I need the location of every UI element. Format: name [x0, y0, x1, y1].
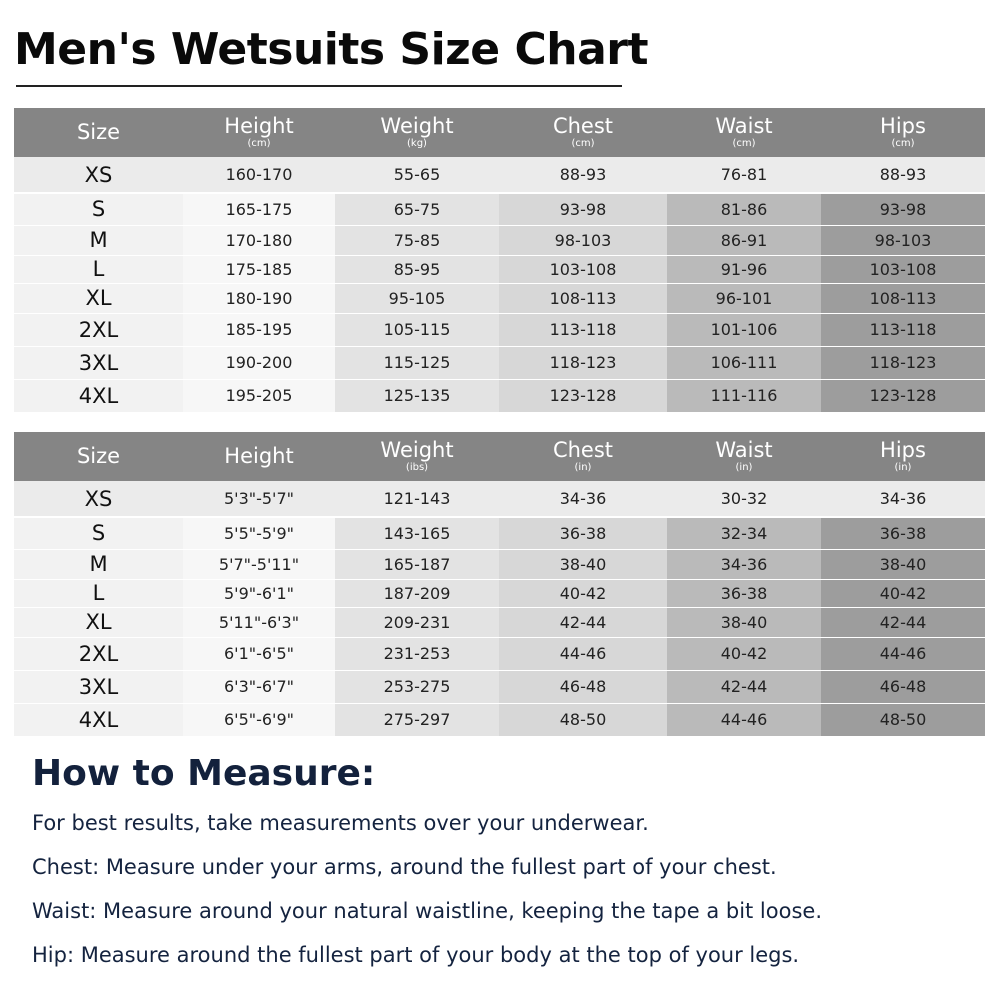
header-unit: (in) [735, 462, 753, 473]
height-cell: 160-170 [183, 157, 335, 193]
height-cell: 170-180 [183, 225, 335, 255]
table-row [14, 313, 985, 346]
weight-cell: 115-125 [335, 346, 499, 379]
chest-cell: 36-38 [499, 517, 667, 549]
header-label: Waist [715, 114, 773, 138]
waist-cell: 81-86 [667, 193, 821, 225]
height-cell: 5'5"-5'9" [183, 517, 335, 549]
instruction-general: For best results, take measurements over your underwear. [32, 811, 649, 835]
hips-cell: 40-42 [821, 579, 985, 607]
hips-cell: 36-38 [821, 517, 985, 549]
waist-cell: 111-116 [667, 379, 821, 412]
weight-cell: 231-253 [335, 637, 499, 670]
instruction-chest: Chest: Measure under your arms, around the fullest part of your chest. [32, 855, 777, 879]
table-row [14, 283, 985, 313]
title-underline [16, 85, 622, 87]
size-cell: 3XL [14, 346, 183, 379]
height-cell: 6'1"-6'5" [183, 637, 335, 670]
table-row [14, 517, 985, 549]
waist-cell: 40-42 [667, 637, 821, 670]
weight-cell: 125-135 [335, 379, 499, 412]
header-chest [499, 108, 667, 157]
size-cell: M [14, 225, 183, 255]
size-cell: 4XL [14, 379, 183, 412]
header-unit: (cm) [732, 138, 756, 149]
header-label: Chest [552, 114, 614, 138]
height-cell: 180-190 [183, 283, 335, 313]
height-cell: 6'3"-6'7" [183, 670, 335, 703]
header-unit: (cm) [891, 138, 915, 149]
weight-cell: 275-297 [335, 703, 499, 736]
header-waist [667, 432, 821, 481]
hips-cell: 88-93 [821, 157, 985, 193]
weight-cell: 165-187 [335, 549, 499, 579]
chest-cell: 108-113 [499, 283, 667, 313]
chest-cell: 113-118 [499, 313, 667, 346]
chest-cell: 34-36 [499, 481, 667, 517]
height-cell: 6'5"-6'9" [183, 703, 335, 736]
table-row [14, 579, 985, 607]
header-weight [335, 108, 499, 157]
header-unit: (in) [894, 462, 912, 473]
size-cell: S [14, 193, 183, 225]
table-row [14, 607, 985, 637]
header-unit: (cm) [247, 138, 271, 149]
size-cell: 3XL [14, 670, 183, 703]
hips-cell: 93-98 [821, 193, 985, 225]
table-row [14, 637, 985, 670]
table-row [14, 670, 985, 703]
weight-cell: 75-85 [335, 225, 499, 255]
imperial-size-table [14, 432, 985, 737]
waist-cell: 38-40 [667, 607, 821, 637]
table-row [14, 379, 985, 412]
header-label: Size [76, 120, 121, 144]
hips-cell: 108-113 [821, 283, 985, 313]
weight-cell: 143-165 [335, 517, 499, 549]
waist-cell: 86-91 [667, 225, 821, 255]
metric-size-table [14, 108, 985, 413]
header-height [183, 432, 335, 481]
chest-cell: 93-98 [499, 193, 667, 225]
table-row [14, 193, 985, 225]
size-cell: XL [14, 607, 183, 637]
weight-cell: 187-209 [335, 579, 499, 607]
chest-cell: 42-44 [499, 607, 667, 637]
table-row [14, 255, 985, 283]
table-row [14, 346, 985, 379]
waist-cell: 34-36 [667, 549, 821, 579]
height-cell: 195-205 [183, 379, 335, 412]
chest-cell: 46-48 [499, 670, 667, 703]
header-weight [335, 432, 499, 481]
header-size [14, 108, 183, 157]
table-header-row [14, 432, 985, 481]
header-unit: (ibs) [405, 462, 429, 473]
header-waist [667, 108, 821, 157]
header-unit: (kg) [407, 138, 427, 149]
chest-cell: 44-46 [499, 637, 667, 670]
header-label: Chest [552, 438, 614, 462]
header-label: Weight [380, 438, 454, 462]
waist-cell: 106-111 [667, 346, 821, 379]
waist-cell: 42-44 [667, 670, 821, 703]
chest-cell: 38-40 [499, 549, 667, 579]
chest-cell: 123-128 [499, 379, 667, 412]
hips-cell: 103-108 [821, 255, 985, 283]
waist-cell: 91-96 [667, 255, 821, 283]
hips-cell: 48-50 [821, 703, 985, 736]
size-cell: 4XL [14, 703, 183, 736]
chest-cell: 118-123 [499, 346, 667, 379]
height-cell: 185-195 [183, 313, 335, 346]
table-row [14, 225, 985, 255]
weight-cell: 121-143 [335, 481, 499, 517]
weight-cell: 55-65 [335, 157, 499, 193]
size-cell: 2XL [14, 637, 183, 670]
header-height [183, 108, 335, 157]
waist-cell: 96-101 [667, 283, 821, 313]
hips-cell: 38-40 [821, 549, 985, 579]
header-label: Height [224, 114, 294, 138]
header-label: Weight [380, 114, 454, 138]
weight-cell: 105-115 [335, 313, 499, 346]
waist-cell: 32-34 [667, 517, 821, 549]
height-cell: 5'3"-5'7" [183, 481, 335, 517]
header-label: Size [76, 444, 121, 468]
hips-cell: 118-123 [821, 346, 985, 379]
weight-cell: 209-231 [335, 607, 499, 637]
table-row [14, 157, 985, 193]
table-row [14, 481, 985, 517]
waist-cell: 44-46 [667, 703, 821, 736]
header-hips [821, 432, 985, 481]
table-row [14, 703, 985, 736]
page-title: Men's Wetsuits Size Chart [14, 24, 648, 75]
header-label: Hips [880, 114, 926, 138]
size-cell: XS [14, 481, 183, 517]
waist-cell: 36-38 [667, 579, 821, 607]
size-cell: 2XL [14, 313, 183, 346]
weight-cell: 65-75 [335, 193, 499, 225]
header-label: Hips [880, 438, 926, 462]
size-cell: L [14, 579, 183, 607]
chest-cell: 103-108 [499, 255, 667, 283]
chest-cell: 88-93 [499, 157, 667, 193]
height-cell: 5'9"-6'1" [183, 579, 335, 607]
chest-cell: 48-50 [499, 703, 667, 736]
header-unit: (in) [574, 462, 592, 473]
header-chest [499, 432, 667, 481]
header-hips [821, 108, 985, 157]
header-label: Waist [715, 438, 773, 462]
header-label: Height [224, 444, 294, 468]
size-cell: M [14, 549, 183, 579]
weight-cell: 253-275 [335, 670, 499, 703]
height-cell: 175-185 [183, 255, 335, 283]
chest-cell: 98-103 [499, 225, 667, 255]
waist-cell: 76-81 [667, 157, 821, 193]
hips-cell: 46-48 [821, 670, 985, 703]
header-size [14, 432, 183, 481]
instruction-hip: Hip: Measure around the fullest part of your body at the top of your legs. [32, 943, 800, 967]
hips-cell: 113-118 [821, 313, 985, 346]
instruction-waist: Waist: Measure around your natural waistline, keeping the tape a bit loose. [32, 899, 823, 923]
hips-cell: 34-36 [821, 481, 985, 517]
table-header-row [14, 108, 985, 157]
height-cell: 5'11"-6'3" [183, 607, 335, 637]
height-cell: 190-200 [183, 346, 335, 379]
hips-cell: 42-44 [821, 607, 985, 637]
hips-cell: 44-46 [821, 637, 985, 670]
size-cell: XL [14, 283, 183, 313]
size-cell: L [14, 255, 183, 283]
weight-cell: 85-95 [335, 255, 499, 283]
header-unit: (cm) [571, 138, 595, 149]
size-cell: S [14, 517, 183, 549]
how-to-measure-heading: How to Measure: [32, 753, 376, 794]
size-cell: XS [14, 157, 183, 193]
hips-cell: 98-103 [821, 225, 985, 255]
table-row [14, 549, 985, 579]
waist-cell: 101-106 [667, 313, 821, 346]
chest-cell: 40-42 [499, 579, 667, 607]
waist-cell: 30-32 [667, 481, 821, 517]
hips-cell: 123-128 [821, 379, 985, 412]
height-cell: 5'7"-5'11" [183, 549, 335, 579]
height-cell: 165-175 [183, 193, 335, 225]
weight-cell: 95-105 [335, 283, 499, 313]
